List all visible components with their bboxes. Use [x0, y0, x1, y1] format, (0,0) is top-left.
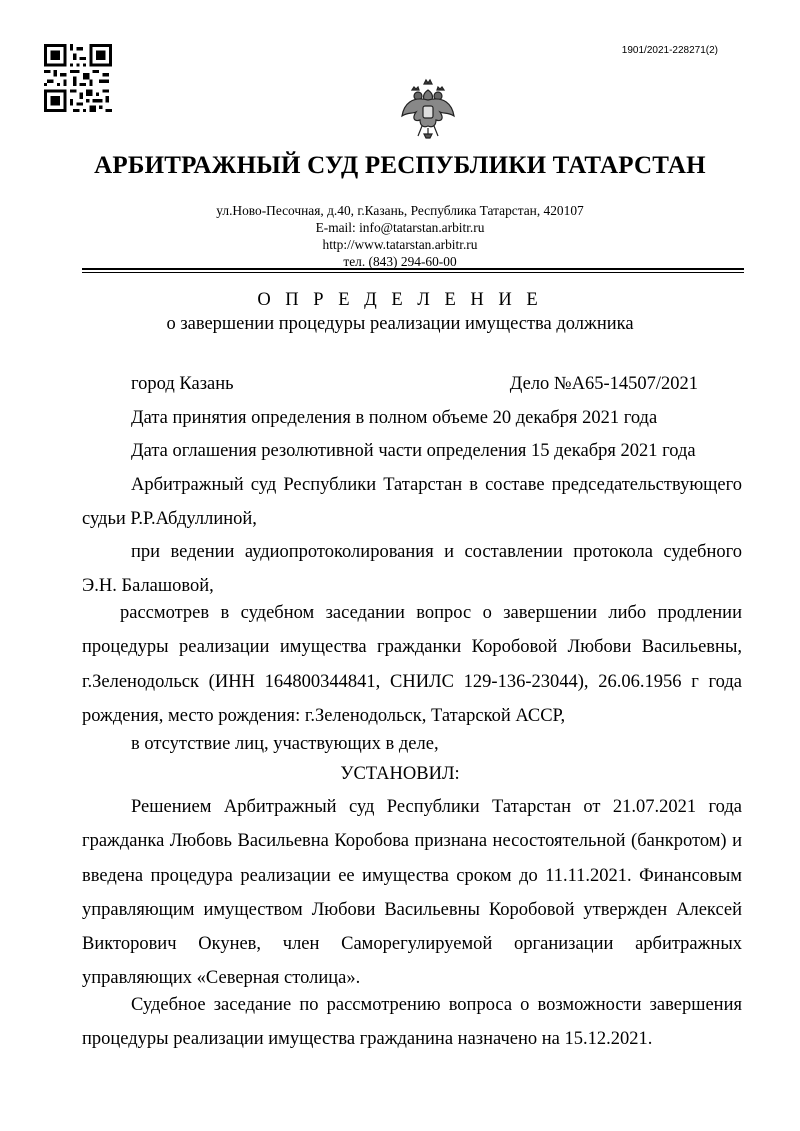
- paragraph-considering: рассмотрев в судебном заседании вопрос о завершении либо продлении процедуры реализации имущества гражданки Коробовой Любови Васильевны, г.Зеленодольск (ИНН 164800344841, СНИЛС 129-136-23044), 26.06.1956 г года рождения, место рождения: г.Зеленодольск, Татарской АССР,: [82, 603, 742, 726]
- date-full-decision: Дата принятия определения в полном объеме 20 декабря 2021 года: [131, 408, 658, 428]
- paragraph-recording: при ведении аудиопротоколирования и составлении протокола судебного Э.Н. Балашовой,: [82, 542, 742, 597]
- header-divider-thin: [82, 272, 744, 273]
- qr-code: [44, 44, 112, 112]
- date-operative-part: Дата оглашения резолютивной части определения 15 декабря 2021 года: [131, 441, 696, 461]
- phone-line: тел. (843) 294-60-00: [343, 254, 457, 269]
- email-line: E-mail: info@tatarstan.arbitr.ru: [315, 220, 485, 235]
- case-number: Дело №А65-14507/2021: [509, 374, 698, 394]
- document-number: 1901/2021-228271(2): [621, 45, 718, 56]
- city: город Казань: [131, 374, 234, 394]
- address-line: ул.Ново-Песочная, д.40, г.Казань, Республика Татарстан, 420107: [216, 203, 584, 218]
- paragraph-composition: Арбитражный суд Республики Татарстан в составе председательствующего судьи Р.Р.Абдуллиной,: [82, 475, 742, 530]
- website-line: http://www.tatarstan.arbitr.ru: [322, 237, 478, 252]
- paragraph-absence: в отсутствие лиц, участвующих в деле,: [131, 734, 439, 754]
- court-address-block: [0, 202, 800, 270]
- paragraph-hearing: Судебное заседание по рассмотрению вопроса о возможности завершения процедуры реализации имущества гражданина назначено на 15.12.2021.: [82, 995, 742, 1050]
- established-heading: УСТАНОВИЛ:: [340, 764, 460, 784]
- document-type: О П Р Е Д Е Л Е Н И Е: [257, 290, 543, 310]
- court-name: АРБИТРАЖНЫЙ СУД РЕСПУБЛИКИ ТАТАРСТАН: [94, 152, 706, 179]
- header-divider-thick: [82, 268, 744, 270]
- paragraph-decision: Решением Арбитражный суд Республики Татарстан от 21.07.2021 года гражданка Любовь Васильевна Коробова признана несостоятельной (банкротом) и введена процедура реализации ее имущества сроком до 11.11.2021. Финансовым управляющим имуществом Любови Васильевны Коробовой утвержден Алексей Викторович Окунев, член Саморегулируемой организации арбитражных управляющих «Северная столица».: [82, 797, 742, 989]
- coat-of-arms-icon: [398, 76, 458, 142]
- document-subtitle: о завершении процедуры реализации имущества должника: [166, 314, 634, 334]
